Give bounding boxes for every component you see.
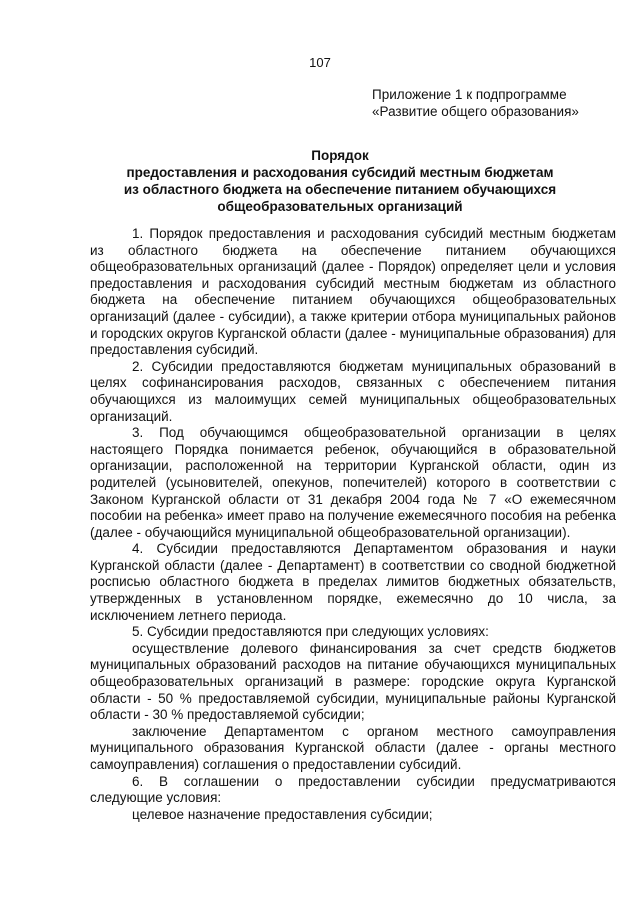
- paragraph-5-condition-2: заключение Департаментом с органом местного самоуправления муниципального образования Курганской области (далее - органы местного самоуправления) соглашения о предоставлении субсидий.: [90, 723, 616, 772]
- page-number: 107: [309, 55, 331, 70]
- paragraph-6: 6. В соглашении о предоставлении субсидии предусматриваются следующие условия:: [90, 773, 616, 806]
- title-line-3: из областного бюджета на обеспечение питанием обучающихся: [123, 182, 557, 197]
- title-line-4: общеобразовательных организаций: [217, 199, 463, 214]
- paragraph-6-condition-1: целевое назначение предоставления субсидии;: [132, 806, 433, 822]
- annex-line-2: «Развитие общего образования»: [372, 104, 579, 119]
- paragraph-5: 5. Субсидии предоставляются при следующих условиях:: [132, 624, 489, 640]
- paragraph-4: 4. Субсидии предоставляются Департаментом образования и науки Курганской области (далее - Департамент) в соответствии со сводной бюджетной росписью областного бюджета в пределах лимитов бюджетных обязательств, утвержденных в установленном порядке, ежемесячно до 10 числа, за исключением летнего периода.: [90, 541, 616, 623]
- document-title: [60, 147, 620, 215]
- annex-line-1: Приложение 1 к подпрограмме: [372, 87, 567, 102]
- paragraph-2: 2. Субсидии предоставляются бюджетам муниципальных образований в целях софинансирования расходов, связанных с обеспечением питания обучающихся из малоимущих семей муниципальных общеобразовательных организаций.: [90, 358, 616, 424]
- title-line-2: предоставления и расходования субсидий местным бюджетам: [126, 165, 554, 180]
- document-body: [90, 226, 616, 823]
- paragraph-1: 1. Порядок предоставления и расходования субсидий местным бюджетам из областного бюджета на обеспечение питанием обучающихся общеобразовательных организаций (далее - Порядок) определяет цели и условия предоставления и расходования субсидий местным бюджетам из областного бюджета на обеспечение питанием обучающихся общеобразовательных организаций (далее - субсидии), а также критерии отбора муниципальных районов и городских округов Курганской области (далее - муниципальные образования) для предоставления субсидий.: [90, 226, 616, 358]
- paragraph-3: 3. Под обучающимся общеобразовательной организации в целях настоящего Порядка понимается ребенок, обучающийся в образовательной организации, расположенной на территории Курганской области, один из родителей (усыновителей, опекунов, попечителей) которого в соответствии с Законом Курганской области от 31 декабря 2004 года № 7 «О ежемесячном пособии на ребенка» имеет право на получение ежемесячного пособия на ребенка (далее - обучающийся муниципальной общеобразовательной организации).: [90, 425, 616, 540]
- title-line-1: Порядок: [311, 148, 369, 163]
- annex-reference: [372, 86, 579, 120]
- paragraph-5-condition-1: осуществление долевого финансирования за счет средств бюджетов муниципальных образований расходов на питание обучающихся муниципальных общеобразовательных организаций в размере: городские округа Курганской области - 50 % предоставляемой субсидии, муниципальные районы Курганской области - 30 % предоставляемой субсидии;: [90, 640, 616, 723]
